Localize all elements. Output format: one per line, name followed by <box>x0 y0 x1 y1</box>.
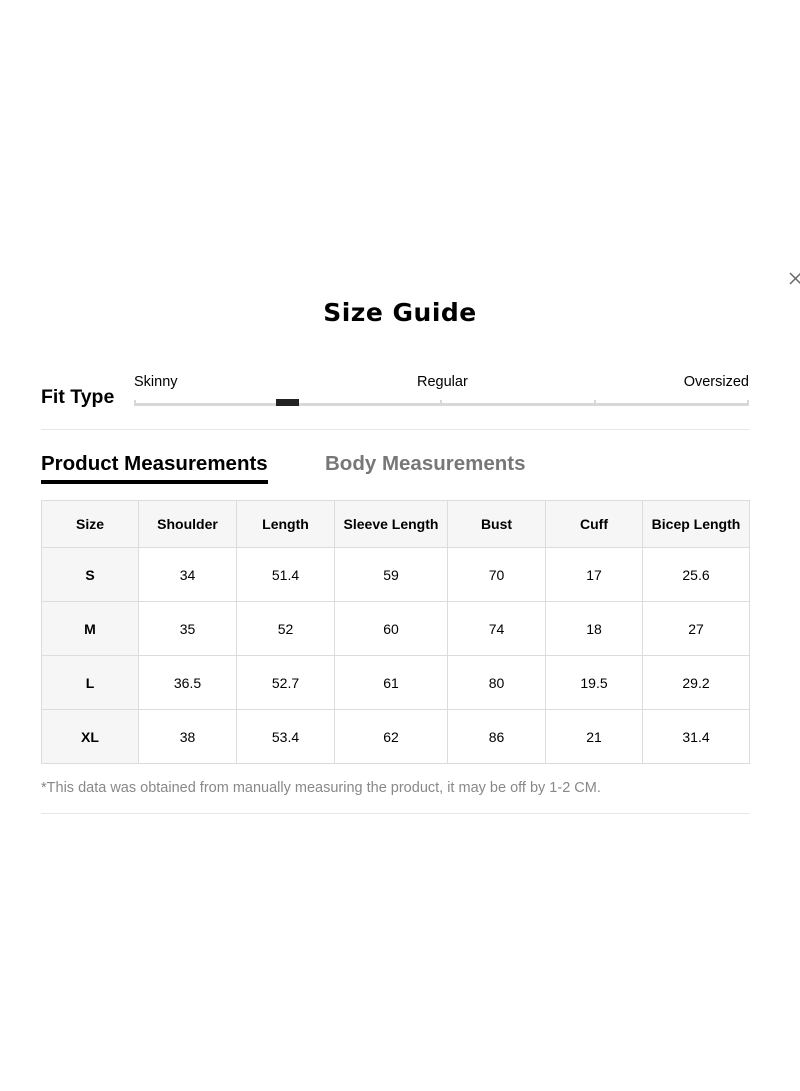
dialog-title: Size Guide <box>323 298 477 327</box>
table-cell: 51.4 <box>237 548 335 602</box>
fit-scale-tick <box>747 400 749 406</box>
fit-type-scale <box>134 403 749 406</box>
fit-type-indicator <box>276 399 299 406</box>
table-row <box>42 602 750 656</box>
column-header-size: Size <box>42 501 139 548</box>
column-header-sleeve-length: Sleeve Length <box>335 501 448 548</box>
size-cell: M <box>42 602 139 656</box>
table-cell: 59 <box>335 548 448 602</box>
fit-scale-tick <box>134 400 136 406</box>
fit-scale-oversized: Oversized <box>683 374 749 390</box>
divider <box>41 813 749 814</box>
table-cell: 70 <box>448 548 546 602</box>
size-cell: XL <box>42 710 139 764</box>
column-header-bust: Bust <box>448 501 546 548</box>
column-header-shoulder: Shoulder <box>139 501 237 548</box>
column-header-length: Length <box>237 501 335 548</box>
table-cell: 60 <box>335 602 448 656</box>
close-button[interactable] <box>786 270 800 288</box>
table-cell: 52.7 <box>237 656 335 710</box>
column-header-cuff: Cuff <box>546 501 643 548</box>
fit-scale-regular: Regular <box>417 374 468 390</box>
table-cell: 19.5 <box>546 656 643 710</box>
table-header-row <box>42 501 750 548</box>
measurement-note: *This data was obtained from manually measuring the product, it may be off by 1-2 CM. <box>41 780 601 796</box>
tab-body-measurements[interactable]: Body Measurements <box>325 452 526 475</box>
table-row <box>42 548 750 602</box>
table-cell: 74 <box>448 602 546 656</box>
table-cell: 31.4 <box>643 710 750 764</box>
table-cell: 35 <box>139 602 237 656</box>
fit-scale-tick <box>440 400 442 406</box>
fit-scale-tick <box>594 400 596 406</box>
table-cell: 52 <box>237 602 335 656</box>
size-table <box>41 500 750 764</box>
table-cell: 61 <box>335 656 448 710</box>
table-cell: 25.6 <box>643 548 750 602</box>
tab-product-measurements[interactable]: Product Measurements <box>41 452 268 484</box>
table-cell: 27 <box>643 602 750 656</box>
table-row <box>42 710 750 764</box>
divider <box>41 429 749 430</box>
table-cell: 86 <box>448 710 546 764</box>
table-cell: 18 <box>546 602 643 656</box>
table-cell: 38 <box>139 710 237 764</box>
table-cell: 29.2 <box>643 656 750 710</box>
close-icon <box>786 270 800 288</box>
table-cell: 34 <box>139 548 237 602</box>
table-cell: 21 <box>546 710 643 764</box>
table-cell: 36.5 <box>139 656 237 710</box>
table-cell: 80 <box>448 656 546 710</box>
fit-scale-skinny: Skinny <box>134 374 178 390</box>
fit-type-label: Fit Type <box>41 386 115 408</box>
column-header-bicep-length: Bicep Length <box>643 501 750 548</box>
size-cell: L <box>42 656 139 710</box>
size-cell: S <box>42 548 139 602</box>
table-cell: 62 <box>335 710 448 764</box>
table-row <box>42 656 750 710</box>
table-cell: 17 <box>546 548 643 602</box>
table-cell: 53.4 <box>237 710 335 764</box>
